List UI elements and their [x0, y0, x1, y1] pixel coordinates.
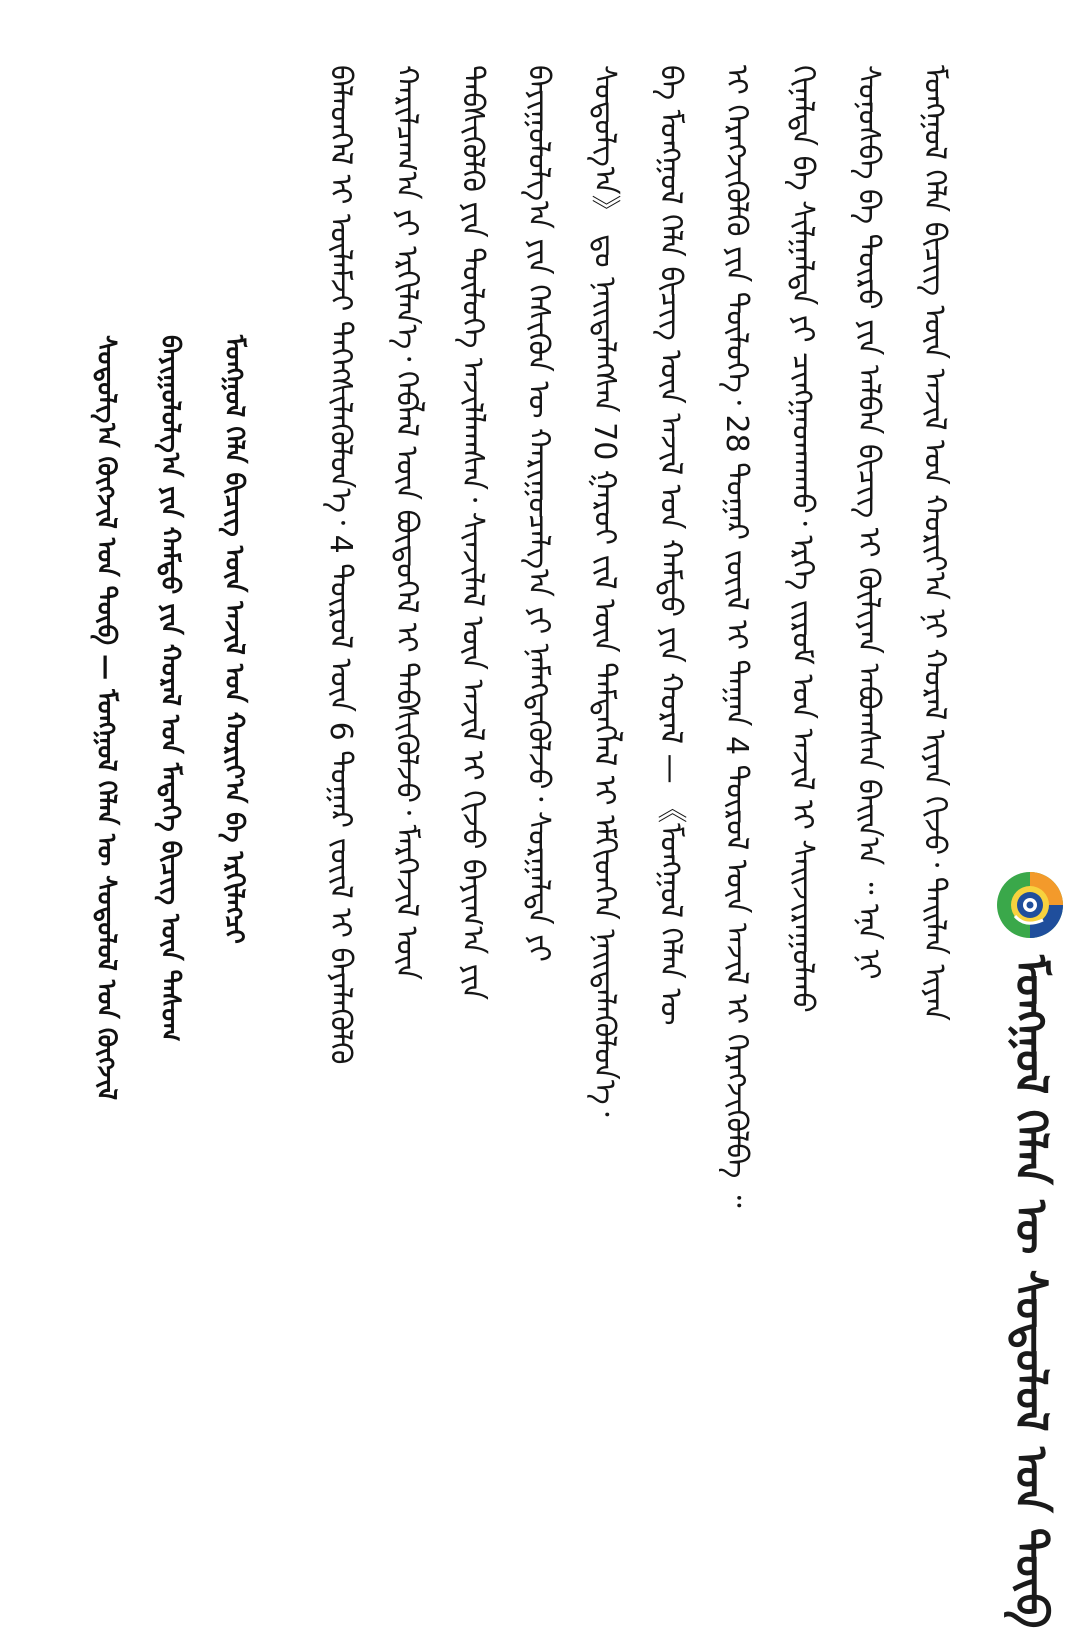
caption-line — [210, 330, 258, 1210]
caption-line — [82, 330, 130, 1210]
text-line: ᠮᠣᠩᠭᠣᠯ ᠬᠡᠯᠡ ᠪᠢᠴᠢᠭ ᠦᠨ ᠠᠵᠢᠯ ᠤᠨ ᠬᠣᠷᠢᠶ᠎ᠠ ᠨᠢ ᠬᠤᠷᠠᠯ ᠢᠶᠠᠨ ᠬᠢᠵᠦ᠂ ᠲᠠᠢᠯᠠᠨ ᠢᠶᠠᠨ — [917, 65, 952, 1021]
text-line: ᠢ ᠬᠡᠷᠡᠭᠵᠢᠭᠦᠯᠬᠦ ᠶᠢᠨ ᠲᠥᠯᠦᠭᠡ᠂ 28 ᠳᠤᠭᠠᠷ ᠵᠦᠢᠯ ᠢ ᠳᠠᠭᠠᠨ 4 ᠲᠦᠷᠦᠯ ᠦᠨ ᠠᠵᠢᠯ ᠢ ᠬᠡᠷᠡᠭᠵᠢᠭᠦᠯᠪᠡ ᠃ — [719, 65, 754, 1208]
text-column — [776, 60, 828, 1470]
text-column — [908, 60, 960, 1470]
masthead — [995, 870, 1065, 1628]
text-column — [446, 60, 498, 1470]
text-column — [380, 60, 432, 1470]
text-line: ᠪᠠ ᠮᠣᠩᠭᠣᠯ ᠬᠡᠯᠡ ᠪᠢᠴᠢᠭ ᠦᠨ ᠠᠵᠢᠯ ᠤᠨ ᠬᠠᠮᠲᠤ ᠶᠢᠨ ᠬᠤᠷᠠᠯ — 《ᠮᠣᠩᠭᠣᠯ ᠬᠡᠯᠡᠨ ᠦ — [653, 65, 688, 1026]
text-line: ᠰᠤᠳᠤᠯᠭ᠎ᠠ》 ᠳᠤ ᠨᠡᠢᠲᠡᠯᠡᠭᠰᠡᠨ 70 ᠭᠠᠷᠤᠢ ᠵᠢᠯ ᠦᠨ ᠲᠡᠮᠳᠡᠭᠯᠡᠯ ᠢ ᠡᠮᠬᠢᠳᠬᠡᠨ ᠨᠡᠢᠲᠡᠯᠡᠭᠦᠯᠦᠨ᠎ᠡ᠂ — [587, 65, 622, 1117]
text-line: ᠪᠠᠶᠢᠭᠤᠯᠤᠯᠭ᠎ᠠ ᠶᠢᠨ ᠭᠡᠰᠢᠭᠦᠨ ᠦ ᠬᠠᠷᠢᠭᠤᠴᠠᠯᠭ᠎ᠠ ᠶᠢ ᠨᠡᠮᠡᠭᠳᠡᠭᠦᠯᠵᠦ᠂ ᠰᠤᠷᠭᠠᠯᠲᠠ ᠶᠢ — [521, 65, 556, 962]
caption-text: ᠪᠠᠶᠢᠭᠤᠯᠤᠯᠭ᠎ᠠ ᠶᠢᠨ ᠬᠠᠮᠲᠤ ᠶᠢᠨ ᠬᠤᠷᠠᠯ ᠤᠨ ᠮᠡᠳᠡᠭᠡ ᠪᠢᠴᠢᠭ ᠦᠨ ᠲᠠᠰᠤᠭ — [155, 335, 185, 1042]
text-line: ᠬᠠᠷᠢᠯᠴᠠᠭ᠎ᠠ ᠶᠢ ᠡᠷᠬᠢᠯᠡᠨ᠎ᠡ᠂ ᠬᠡᠪᠯᠡᠯ ᠦᠨ ᠪᠦᠲᠦᠭᠡᠯ ᠢ ᠳᠡᠪᠰᠢᠭᠦᠯᠵᠦ᠂ ᠮᠡᠷᠭᠡᠵᠢᠯ ᠦᠨ — [389, 65, 424, 981]
text-line: ᠪᠡᠯᠡᠳᠬᠡᠯ ᠢ ᠦᠯᠡᠮᠵᠢ ᠳᠡᠭᠡᠭᠰᠢᠯᠡᠭᠦᠯᠦᠨ᠎ᠡ᠂ 4 ᠲᠦᠷᠦᠯ ᠦᠨ 6 ᠳᠤᠭᠠᠷ ᠵᠦᠢᠯ ᠢ ᠪᠡᠶᠡᠯᠡᠭᠦᠯᠬᠦ — [323, 65, 358, 1065]
text-line: ᠳᠡᠪᠰᠢᠭᠦᠯᠬᠦ ᠶᠢᠨ ᠲᠥᠯᠦᠭᠡ ᠠᠵᠢᠯᠯᠠᠭᠰᠠᠨ᠂ ᠰᠢᠨᠵᠢᠯᠡᠯ ᠦᠨ ᠠᠵᠢᠯ ᠢ ᠬᠢᠵᠦ ᠪᠠᠶᠢᠭ᠎ᠠ ᠶᠢᠨ — [455, 65, 490, 1001]
text-column — [842, 60, 894, 1470]
caption-line — [146, 330, 194, 1210]
text-column — [710, 60, 762, 1470]
caption-text: ᠰᠤᠳᠤᠯᠭ᠎ᠠ ᠬᠥᠭᠵᠢᠯ ᠤᠨ ᠲᠥᠪ — ᠮᠣᠩᠭᠣᠯ ᠬᠡᠯᠡᠨ ᠦ ᠰᠤᠳᠤᠯᠤᠯ ᠤᠨ ᠬᠥᠭᠵᠢᠯ — [91, 335, 121, 1101]
text-column — [578, 60, 630, 1470]
text-line: ᠰᠣᠨᠣᠰᠪᠠ ᠪᠠ ᠲᠥᠷᠥ ᠶᠢᠨ ᠠᠯᠪᠠᠨ ᠪᠢᠴᠢᠭ ᠢ ᠬᠦᠯᠢᠶᠡᠨ ᠠᠪᠤᠭᠰᠠᠨ ᠪᠠᠢᠨ᠎ᠠ ᠃ ᠡᠨᠡ ᠨᠢ — [851, 65, 886, 980]
text-column — [512, 60, 564, 1470]
swirl-circle-logo-icon — [995, 870, 1065, 940]
text-column — [644, 60, 696, 1470]
caption-text: ᠮᠣᠩᠭᠣᠯ ᠬᠡᠯᠡ ᠪᠢᠴᠢᠭ ᠦᠨ ᠠᠵᠢᠯ ᠤᠨ ᠬᠣᠷᠢᠶ᠎ᠠ ᠪᠠ ᠡᠷᠬᠢᠯᠡᠭᠴᠢ — [219, 335, 249, 944]
text-column — [314, 60, 366, 1470]
brand-title: ᠮᠣᠩᠭᠣᠯ ᠬᠡᠯᠡᠨ ᠦ ᠰᠤᠳᠤᠯᠤᠯ ᠤᠨ ᠲᠥᠪ — [1005, 955, 1056, 1628]
caption — [70, 330, 270, 1210]
text-line: ᠬᠢᠨᠠᠯᠲᠠ ᠪᠠ ᠰᠢᠯᠭᠠᠯᠲᠠ ᠶᠢ ᠴᠢᠩᠭᠠᠳᠬᠠᠬᠤ᠂ ᠡᠷᠬᠡ ᠵᠢᠷᠤᠮ ᠤᠨ ᠠᠵᠢᠯ ᠢ ᠰᠠᠢᠵᠢᠷᠠᠭᠤᠯᠬᠤ — [785, 65, 820, 1013]
body-text — [300, 60, 960, 1470]
